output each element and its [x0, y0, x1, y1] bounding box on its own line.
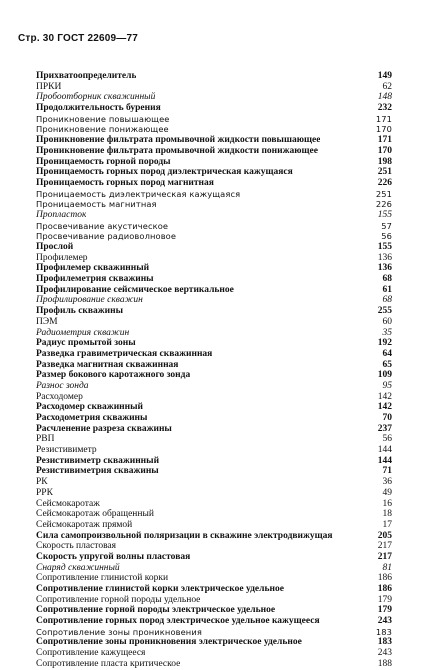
index-entry [36, 189, 392, 200]
page-number: 17 [382, 519, 392, 530]
index-term: Пробоотборник скважинный [36, 92, 156, 103]
index-entry [36, 349, 392, 360]
index-term: Проникновение фильтрата промывочной жидкости повышающее [36, 135, 321, 146]
index-entry [36, 595, 392, 606]
index-entry [36, 381, 392, 392]
page-number: 170 [375, 124, 392, 135]
page-number: 183 [375, 626, 392, 637]
index-entry [36, 263, 392, 274]
page-number: 170 [377, 145, 392, 156]
page-number: 255 [377, 306, 392, 317]
index-term: Резистивиметр скважинный [36, 455, 160, 466]
index-entry [36, 541, 392, 552]
page-number: 171 [377, 135, 392, 146]
index-term: Сопротивление зоны проникновения электрическое удельное [36, 637, 302, 648]
index-entry [36, 338, 392, 349]
index-entry [36, 231, 392, 242]
index-entry [36, 466, 392, 477]
index-entry [36, 210, 392, 221]
index-term: Снаряд скважинный [36, 562, 120, 573]
page-number: 217 [377, 541, 392, 552]
index-entry [36, 82, 392, 93]
index-entry [36, 306, 392, 317]
index-entry [36, 477, 392, 488]
index-term: Проницаемость диэлектрическая кажущаяся [36, 188, 241, 199]
index-term: Профилирование скважин [36, 295, 143, 306]
index-term: Сопротивление горной породы электрическое удельное [36, 605, 276, 616]
index-entry [36, 520, 392, 531]
page-header: Стр. 30 ГОСТ 22609—77 [18, 33, 138, 44]
index-term: ПЭМ [36, 316, 58, 327]
index-term: Сопротивление горных пород электрическое удельное кажущееся [36, 616, 320, 627]
index-entry [36, 199, 392, 210]
page-number: 68 [382, 274, 392, 285]
index-term: Радиус промытой зоны [36, 338, 136, 349]
index-entry [36, 637, 392, 648]
page-number: 179 [377, 594, 392, 605]
page-number: 144 [377, 455, 392, 466]
page-number: 18 [382, 509, 392, 520]
index-entry [36, 114, 392, 125]
page-number: 16 [382, 498, 392, 509]
index-entry [36, 157, 392, 168]
index-entry [36, 221, 392, 232]
page-number: 36 [382, 477, 392, 488]
page-number: 57 [381, 220, 392, 231]
index-term: РВП [36, 434, 55, 445]
page-number: 148 [377, 92, 392, 103]
index-entry [36, 659, 392, 670]
page-number: 171 [375, 113, 392, 124]
index-term: Расходомер [36, 391, 83, 402]
index-entry [36, 242, 392, 253]
index-term: Просвечивание акустическое [36, 220, 169, 231]
index-term: Просвечивание радиоволновое [36, 231, 177, 242]
index-entry [36, 178, 392, 189]
page-number: 142 [377, 402, 392, 413]
index-entry [36, 605, 392, 616]
page-number: 217 [377, 551, 392, 562]
page-number: 142 [377, 391, 392, 402]
page-number: 243 [377, 648, 392, 659]
index-term: Сопротивление глинистой корки электрическое удельное [36, 584, 284, 594]
page-number: 81 [382, 562, 392, 573]
index-term: Проницаемость магнитная [36, 199, 157, 210]
index-term: Сопротивление глинистой корки [36, 573, 169, 584]
page-number: 49 [382, 487, 392, 498]
page-number: 237 [377, 423, 392, 434]
index-entry [36, 103, 392, 114]
page-number: 155 [377, 242, 392, 252]
page-number: 198 [377, 156, 392, 167]
index-entry [36, 402, 392, 413]
index-entry [36, 648, 392, 659]
page-number: 35 [382, 327, 392, 338]
index-term: Проникновение понижающее [36, 124, 169, 135]
index-entry [36, 499, 392, 510]
index-term: Сопротивление пласта критическое [36, 658, 181, 669]
page-number: 192 [377, 338, 392, 349]
page-number: 188 [377, 658, 392, 669]
index-entry [36, 253, 392, 264]
index-entry [36, 92, 392, 103]
index-term: Проникновение повышающее [36, 113, 170, 124]
page-number: 68 [382, 295, 392, 306]
index-term: Расчленение разреза скважины [36, 423, 172, 434]
page-number: 136 [377, 263, 392, 274]
page-number: 186 [377, 584, 392, 594]
index-entry [36, 531, 392, 542]
page-number: 56 [381, 231, 392, 242]
page-number: 149 [377, 71, 392, 81]
index-term: Сила самопроизвольной поляризации в скважине электродвижущая [36, 530, 333, 541]
index-entry [36, 135, 392, 146]
index-term: Расходометрия скважины [36, 413, 148, 423]
index-entry [36, 627, 392, 638]
index-entry [36, 434, 392, 445]
index-term: Скорость пластовая [36, 541, 117, 552]
index-entry [36, 124, 392, 135]
index-term: Проницаемость горных пород диэлектрическая кажущаяся [36, 167, 293, 178]
index-entry [36, 146, 392, 157]
index-term: РК [36, 477, 48, 488]
index-term: Разнос зонда [36, 380, 89, 391]
page-number: 109 [377, 370, 392, 381]
index-term: Проницаемость горной породы [36, 156, 171, 167]
index-term: Проницаемость горных пород магнитная [36, 177, 214, 188]
index-term: Резистивиметр [36, 445, 97, 456]
page-number: 226 [377, 177, 392, 188]
page-number: 61 [382, 284, 392, 295]
index-term: Размер бокового каротажного зонда [36, 370, 191, 381]
index-entry [36, 392, 392, 403]
page-number: 251 [375, 188, 392, 199]
index-entry [36, 167, 392, 178]
index-term: Сейсмокаротаж [36, 498, 100, 509]
index-term: Сейсмокаротаж прямой [36, 519, 133, 530]
page-number: 95 [382, 380, 392, 391]
index-term: Профилеметрия скважины [36, 274, 154, 285]
index-term: Радиометрия скважин [36, 327, 130, 338]
index-entry [36, 274, 392, 285]
page-number: 155 [377, 209, 392, 220]
index-entry [36, 456, 392, 467]
page-number: 183 [377, 637, 392, 648]
index-term: Сопротивление кажущееся [36, 648, 146, 659]
index-term: Сейсмокаротаж обращенный [36, 509, 154, 520]
index-term: Резистивиметрия скважины [36, 466, 159, 477]
index-entry [36, 328, 392, 339]
index-term: Сопротивление зоны проникновения [36, 626, 202, 637]
index-term: Продолжительность бурения [36, 103, 161, 114]
page-number: 144 [377, 445, 392, 456]
page-number: 186 [377, 573, 392, 584]
index-entry [36, 563, 392, 574]
page-number: 205 [377, 530, 392, 541]
index-entry [36, 584, 392, 595]
page-number: 251 [377, 167, 392, 178]
index-term: ПРКИ [36, 81, 62, 92]
page-number: 62 [382, 81, 392, 92]
index-entry [36, 488, 392, 499]
index-term: Прихватоопределитель [36, 71, 137, 81]
index-entry [36, 285, 392, 296]
page-number: 71 [382, 466, 392, 477]
index-term: Проникновение фильтрата промывочной жидкости понижающее [36, 145, 318, 156]
page-number: 70 [382, 413, 392, 423]
page-number: 56 [382, 434, 392, 445]
page-number: 136 [377, 252, 392, 263]
page-number: 232 [377, 103, 392, 114]
index-term: Профилемер [36, 252, 88, 263]
index-entry [36, 71, 392, 82]
index-term: Скорость упругой волны пластовая [36, 551, 191, 562]
page-number: 64 [382, 348, 392, 359]
index-entry [36, 552, 392, 563]
index-entry [36, 509, 392, 520]
page-number: 226 [375, 199, 392, 210]
index-entry [36, 295, 392, 306]
index-term: Прослой [36, 242, 74, 252]
index-term: Профилирование сейсмическое вертикальное [36, 284, 234, 295]
page-number: 65 [382, 359, 392, 370]
page-number: 243 [377, 616, 392, 627]
index-entry [36, 573, 392, 584]
page-number: 179 [377, 605, 392, 616]
index-entry [36, 370, 392, 381]
page-number: 60 [382, 316, 392, 327]
index-term: Расходомер скважинный [36, 402, 144, 413]
index-term: Разведка магнитная скважинная [36, 359, 179, 370]
index-entry [36, 445, 392, 456]
index-term: Разведка гравиметрическая скважинная [36, 348, 213, 359]
index-entry [36, 360, 392, 371]
index-term: РРК [36, 487, 53, 498]
index-term: Профиль скважины [36, 306, 124, 317]
index-entry [36, 317, 392, 328]
index-entry [36, 616, 392, 627]
term-index [36, 71, 392, 670]
index-term: Сопротивление горной породы удельное [36, 594, 201, 605]
index-term: Профилемер скважинный [36, 263, 150, 274]
index-term: Пропласток [36, 209, 87, 220]
index-entry [36, 413, 392, 424]
index-entry [36, 424, 392, 435]
